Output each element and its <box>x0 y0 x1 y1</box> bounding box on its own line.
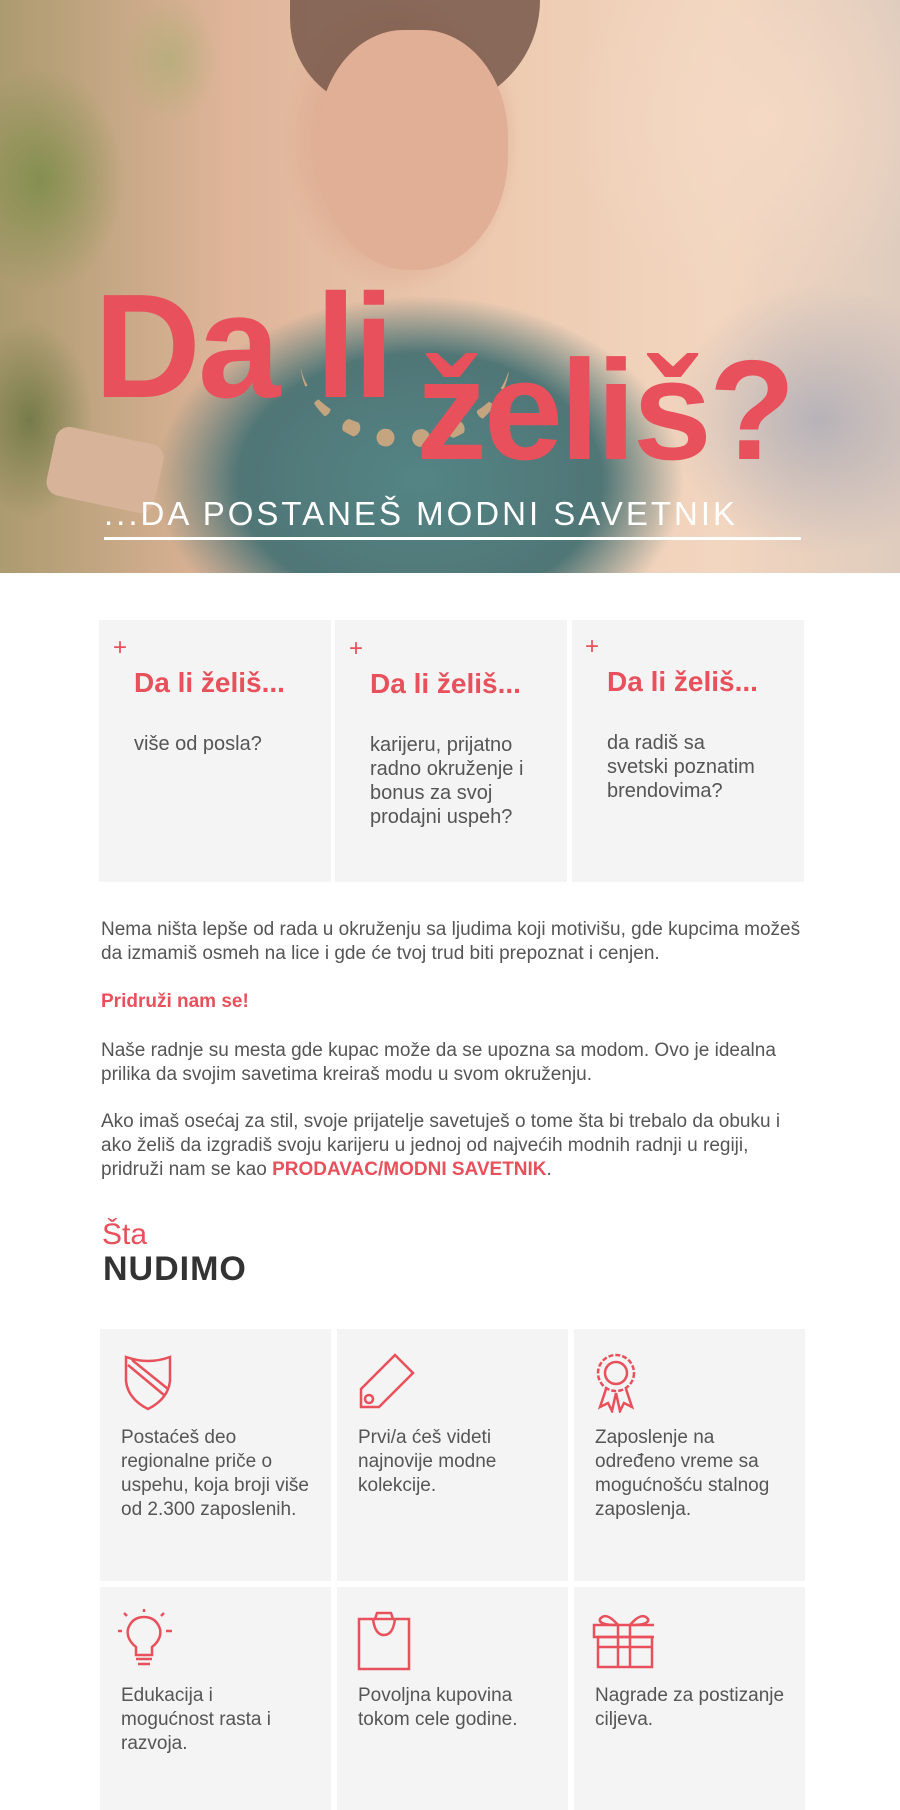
gift-icon <box>592 1609 654 1671</box>
wish-card-3 <box>572 620 804 882</box>
wish-card-title: Da li želiš... <box>370 668 521 699</box>
wish-card-title: Da li želiš... <box>134 667 285 698</box>
offer-card-5 <box>337 1587 568 1810</box>
hero-banner <box>0 0 900 573</box>
offer-card-4 <box>100 1587 331 1810</box>
position-highlight: PRODAVAC/MODNI SAVETNIK <box>272 1159 547 1180</box>
lightbulb-icon <box>118 1609 180 1671</box>
wish-card-text: da radiš sa svetski poznatim brendovima? <box>607 732 755 802</box>
join-cta: Pridruži nam se! <box>101 991 249 1012</box>
offer-card-3 <box>574 1329 805 1581</box>
wish-card-text: više od posla? <box>134 733 262 755</box>
offer-card-1 <box>100 1329 331 1581</box>
wish-card-text: karijeru, prijatno radno okruženje i bonus za svoj prodajni uspeh? <box>370 734 524 828</box>
plus-icon: + <box>113 634 128 661</box>
style-paragraph <box>101 1110 801 1182</box>
offer-text: Povoljna kupovina tokom cele godine. <box>358 1685 518 1730</box>
offer-text: Edukacija i mogućnost rasta i razvoja. <box>121 1685 271 1754</box>
hero-title-line1: Da li <box>94 264 392 429</box>
offer-card-2 <box>337 1329 568 1581</box>
style-paragraph-text: Ako imaš osećaj za stil, svoje prijatelje savetuješ o tome šta bi trebalo da obuku i ako želiš da izgradiš svoju karijeru u jednoj od najvećih modnih radnji u regiji, pridruži nam se kao <box>101 1111 781 1180</box>
shield-icon <box>118 1351 180 1413</box>
offer-section-eyebrow: Šta <box>102 1218 148 1251</box>
offer-text: Postaćeš deo regionalne priče o uspehu, koja broji više od 2.300 zaposlenih. <box>121 1427 309 1520</box>
offer-text: Nagrade za postizanje ciljeva. <box>595 1685 785 1730</box>
intro-paragraph: Nema ništa lepše od rada u okruženju sa ljudima koji motivišu, gde kupcima možeš da izmamiš osmeh na lice i gde će tvoj trud biti prepoznat i cenjen. <box>101 919 801 964</box>
offer-card-6 <box>574 1587 805 1810</box>
price-tag-icon <box>355 1351 417 1413</box>
offer-section-title: NUDIMO <box>103 1250 247 1288</box>
plus-icon: + <box>585 633 600 660</box>
wish-card-2 <box>335 620 567 882</box>
shopping-bag-icon <box>355 1609 417 1671</box>
award-ribbon-icon <box>592 1351 654 1413</box>
hero-subtitle: ...DA POSTANEŠ MODNI SAVETNIK <box>104 495 739 532</box>
wish-card-1 <box>99 620 331 882</box>
stores-paragraph: Naše radnje su mesta gde kupac može da se upozna sa modom. Ovo je idealna prilika da svojim savetima kreiraš modu u svom okruženju. <box>101 1040 776 1085</box>
offer-text: Prvi/a ćeš videti najnovije modne kolekcije. <box>358 1427 497 1496</box>
offer-text: Zaposlenje na određeno vreme sa mogućnošću stalnog zaposlenja. <box>595 1427 770 1520</box>
plus-icon: + <box>349 635 364 662</box>
wish-card-title: Da li želiš... <box>607 666 758 697</box>
style-paragraph-end: . <box>546 1159 552 1180</box>
hero-underline <box>104 537 801 540</box>
hero-title-line2: želiš? <box>416 331 793 490</box>
